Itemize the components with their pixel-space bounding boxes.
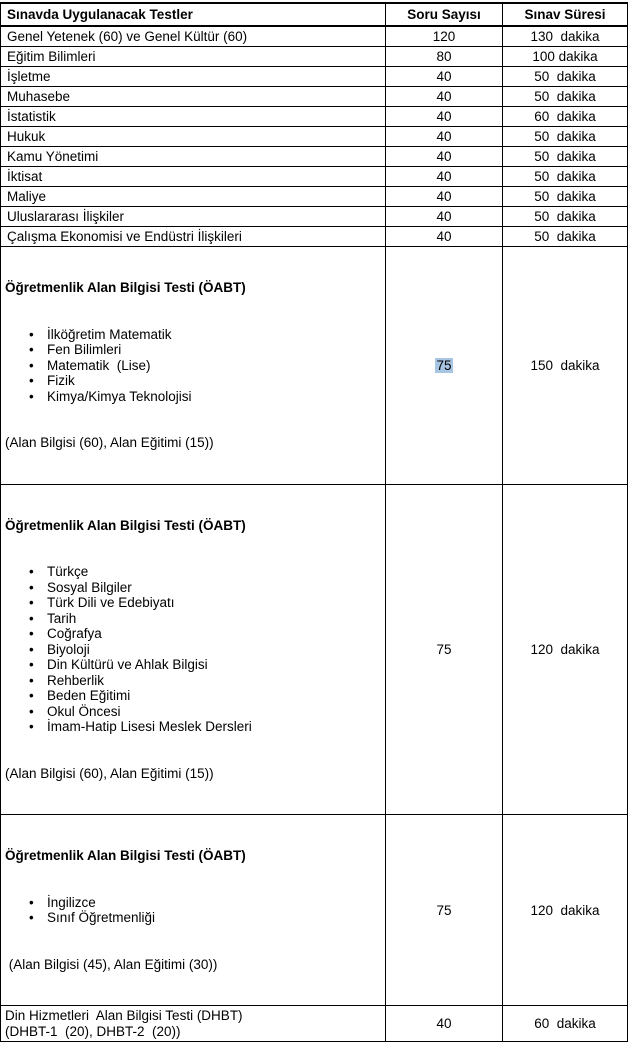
exam-duration-value: 150 dakika xyxy=(530,357,600,373)
question-count-cell xyxy=(386,127,503,147)
question-count-cell xyxy=(386,167,503,187)
score-breakdown-note: (Alan Bilgisi (60), Alan Eğitimi (15)) xyxy=(5,435,214,450)
question-count-cell xyxy=(386,815,503,1006)
subject-item: • Tarih xyxy=(5,611,379,627)
table-row xyxy=(1,1006,628,1042)
subject-item: • Matematik (Lise) xyxy=(5,358,379,374)
exam-duration-cell xyxy=(503,1006,628,1042)
exam-duration-value: 130 dakika xyxy=(530,29,600,44)
subject-list xyxy=(5,327,379,405)
question-count-value: 40 xyxy=(436,129,452,144)
table-header-row xyxy=(1,3,628,26)
question-count-value: 75 xyxy=(436,902,452,918)
subject-item: • Sınıf Öğretmenliği xyxy=(5,910,379,926)
table-row xyxy=(1,107,628,127)
subject-list xyxy=(5,895,379,926)
exam-duration-cell xyxy=(503,187,628,207)
subject-item: • Din Kültürü ve Ahlak Bilgisi xyxy=(5,657,379,673)
question-count-cell xyxy=(386,26,503,47)
test-name-cell: Eğitim Bilimleri xyxy=(1,47,386,67)
subject-item: • İngilizce xyxy=(5,895,379,911)
exam-duration-cell xyxy=(503,87,628,107)
table-row xyxy=(1,147,628,167)
question-count-cell xyxy=(386,227,503,247)
subject-item: • Rehberlik xyxy=(5,673,379,689)
subject-item: • Okul Öncesi xyxy=(5,704,379,720)
exam-duration-value: 50 dakika xyxy=(534,89,596,104)
question-count-value-selected: 75 xyxy=(436,357,452,373)
test-name-line: Din Hizmetleri Alan Bilgisi Testi (DHBT) xyxy=(5,1008,243,1023)
exam-duration-cell xyxy=(503,227,628,247)
col-header-exam-duration: Sınav Süresi xyxy=(503,3,628,26)
test-group-heading: Öğretmenlik Alan Bilgisi Testi (ÖABT) xyxy=(5,848,246,863)
exam-duration-value: 120 dakika xyxy=(530,641,600,657)
table-row xyxy=(1,207,628,227)
exam-duration-value: 100 dakika xyxy=(532,49,598,64)
question-count-value: 40 xyxy=(436,149,452,164)
test-name-cell: Kamu Yönetimi xyxy=(1,147,386,167)
test-name-cell: Genel Yetenek (60) ve Genel Kültür (60) xyxy=(1,26,386,47)
table-row xyxy=(1,187,628,207)
subject-item: • Türkçe xyxy=(5,564,379,580)
table-row xyxy=(1,227,628,247)
question-count-cell xyxy=(386,67,503,87)
test-group-cell xyxy=(1,247,386,485)
question-count-value: 40 xyxy=(436,189,452,204)
table-row xyxy=(1,87,628,107)
question-count-cell xyxy=(386,147,503,167)
exam-duration-cell xyxy=(503,484,628,815)
col-header-question-count: Soru Sayısı xyxy=(386,3,503,26)
subject-item: • Fizik xyxy=(5,373,379,389)
subject-list xyxy=(5,564,379,735)
question-count-cell xyxy=(386,107,503,127)
exam-duration-value: 50 dakika xyxy=(534,69,596,84)
subject-item: • Fen Bilimleri xyxy=(5,342,379,358)
exam-duration-value: 120 dakika xyxy=(530,902,600,918)
test-name-cell: Maliye xyxy=(1,187,386,207)
exam-duration-cell xyxy=(503,147,628,167)
question-count-cell xyxy=(386,1006,503,1042)
score-breakdown-note: (Alan Bilgisi (45), Alan Eğitimi (30)) xyxy=(5,956,218,972)
table-row xyxy=(1,26,628,47)
test-name-cell: Uluslararası İlişkiler xyxy=(1,207,386,227)
exam-duration-cell xyxy=(503,47,628,67)
test-name-cell xyxy=(1,1006,386,1042)
test-group-heading: Öğretmenlik Alan Bilgisi Testi (ÖABT) xyxy=(5,517,246,533)
exam-duration-cell xyxy=(503,127,628,147)
test-group-cell xyxy=(1,815,386,1006)
exam-duration-cell xyxy=(503,815,628,1006)
score-breakdown-note: (Alan Bilgisi (60), Alan Eğitimi (15)) xyxy=(5,765,214,781)
subject-item: • Kimya/Kimya Teknolojisi xyxy=(5,389,379,405)
table-row-group xyxy=(1,815,628,1006)
exam-tests-table xyxy=(0,2,628,1042)
test-name-line: (DHBT-1 (20), DHBT-2 (20)) xyxy=(5,1023,181,1039)
question-count-value: 40 xyxy=(436,109,452,124)
test-name-cell: Muhasebe xyxy=(1,87,386,107)
test-name-cell: İktisat xyxy=(1,167,386,187)
test-name-cell: Hukuk xyxy=(1,127,386,147)
exam-duration-value: 50 dakika xyxy=(534,209,596,224)
test-name-cell: Çalışma Ekonomisi ve Endüstri İlişkileri xyxy=(1,227,386,247)
exam-duration-cell xyxy=(503,67,628,87)
question-count-value: 40 xyxy=(436,69,452,84)
table-row xyxy=(1,167,628,187)
question-count-value: 40 xyxy=(436,1016,452,1031)
exam-duration-value: 50 dakika xyxy=(534,229,596,244)
col-header-tests: Sınavda Uygulanacak Testler xyxy=(1,3,386,26)
exam-duration-cell xyxy=(503,26,628,47)
test-name-cell: İstatistik xyxy=(1,107,386,127)
exam-duration-value: 60 dakika xyxy=(534,109,596,124)
subject-item: • Türk Dili ve Edebiyatı xyxy=(5,595,379,611)
question-count-value: 75 xyxy=(436,641,452,657)
exam-duration-cell xyxy=(503,107,628,127)
subject-item: • İmam-Hatip Lisesi Meslek Dersleri xyxy=(5,719,379,735)
question-count-cell xyxy=(386,247,503,485)
table-row-group xyxy=(1,484,628,815)
exam-duration-cell xyxy=(503,207,628,227)
table-row xyxy=(1,47,628,67)
test-name-cell: İşletme xyxy=(1,67,386,87)
question-count-value: 40 xyxy=(436,89,452,104)
question-count-cell xyxy=(386,87,503,107)
question-count-cell xyxy=(386,484,503,815)
exam-duration-cell xyxy=(503,167,628,187)
question-count-value: 40 xyxy=(436,169,452,184)
question-count-value: 40 xyxy=(436,229,452,244)
table-row xyxy=(1,127,628,147)
table-row-group xyxy=(1,247,628,485)
test-group-cell xyxy=(1,484,386,815)
table-row xyxy=(1,67,628,87)
exam-duration-value: 50 dakika xyxy=(534,149,596,164)
exam-duration-value: 60 dakika xyxy=(534,1016,596,1031)
question-count-cell xyxy=(386,47,503,67)
subject-item: • Sosyal Bilgiler xyxy=(5,580,379,596)
subject-item: • Beden Eğitimi xyxy=(5,688,379,704)
subject-item: • Biyoloji xyxy=(5,642,379,658)
question-count-value: 40 xyxy=(436,209,452,224)
question-count-value: 80 xyxy=(436,49,452,64)
question-count-cell xyxy=(386,187,503,207)
exam-duration-value: 50 dakika xyxy=(534,189,596,204)
test-group-heading: Öğretmenlik Alan Bilgisi Testi (ÖABT) xyxy=(5,280,246,295)
exam-duration-cell xyxy=(503,247,628,485)
exam-duration-value: 50 dakika xyxy=(534,169,596,184)
subject-item: • İlköğretim Matematik xyxy=(5,327,379,343)
subject-item: • Coğrafya xyxy=(5,626,379,642)
exam-duration-value: 50 dakika xyxy=(534,129,596,144)
question-count-cell xyxy=(386,207,503,227)
question-count-value: 120 xyxy=(432,29,456,44)
